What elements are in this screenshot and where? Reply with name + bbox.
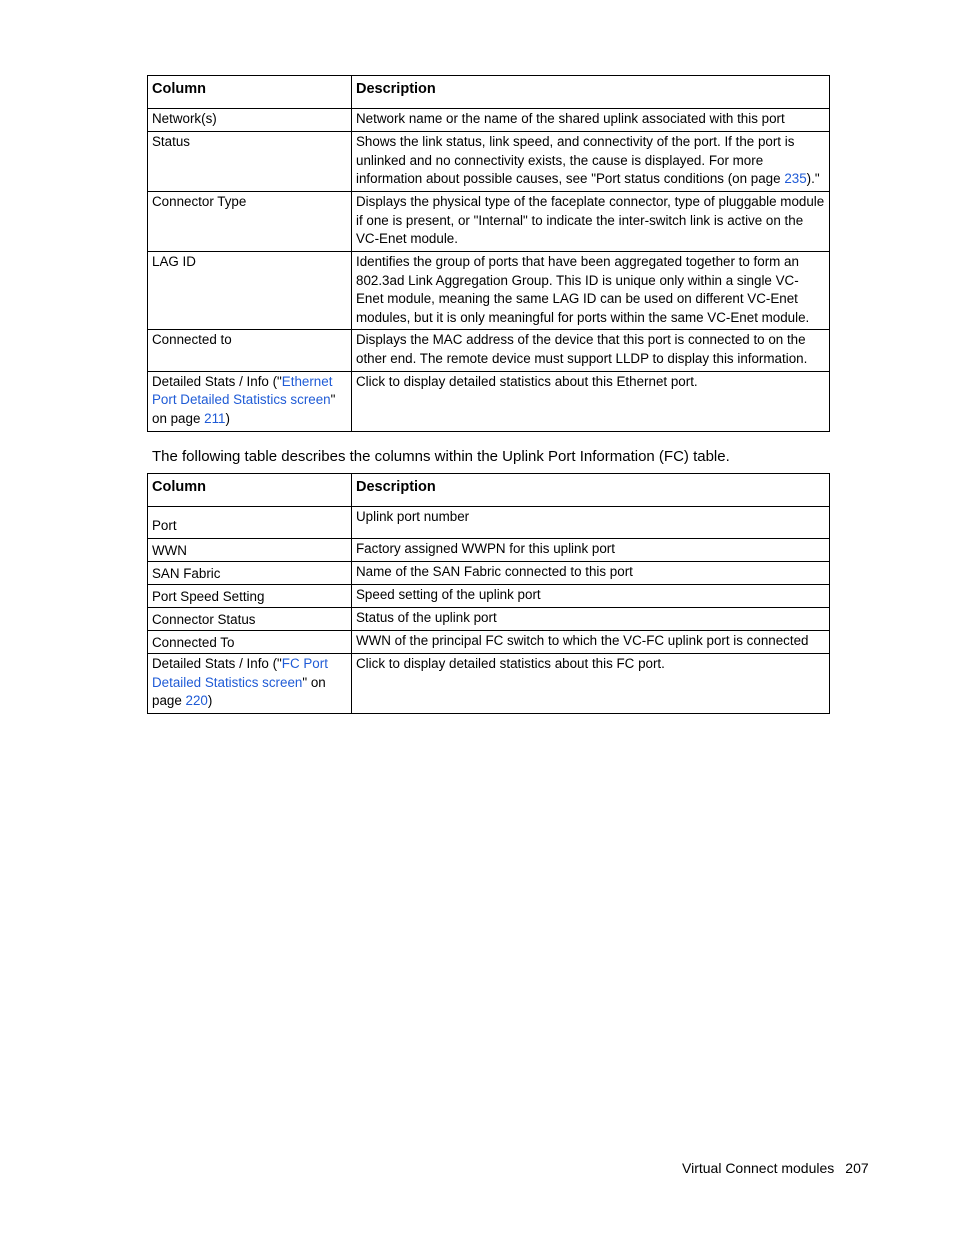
column-name-page-prefix: " on page: [152, 392, 336, 426]
description-cell: [352, 585, 830, 608]
column-name-page-prefix: " on page: [152, 674, 326, 709]
ethernet-port-stats-link[interactable]: Ethernet Port Detailed Statistics screen: [152, 373, 333, 408]
table-row: [148, 192, 830, 252]
page-reference-link[interactable]: 211: [204, 410, 226, 426]
column-name-cell: [148, 608, 352, 631]
column-name: Network(s): [152, 111, 217, 126]
column-name-cell: [148, 654, 352, 714]
description-cell: [352, 654, 830, 714]
table-row: [148, 585, 830, 608]
column-name-cell: [148, 132, 352, 192]
description-text: Status of the uplink port: [356, 610, 497, 625]
table-row: [148, 507, 830, 539]
column-name-cell: [148, 330, 352, 371]
column-name-cell: [148, 109, 352, 132]
page-reference-link[interactable]: 235: [784, 171, 807, 187]
description-text: Displays the physical type of the faceplate connector, type of pluggable module if one is present, or "Internal" to indicate the inter-switch link is active on the VC-Enet module.: [356, 194, 825, 247]
description-text: Factory assigned WWPN for this uplink port: [356, 541, 615, 556]
description-cell: [352, 608, 830, 631]
description-text: Uplink port number: [356, 509, 470, 524]
column-name-end: ): [225, 410, 230, 426]
description-text: Speed setting of the uplink port: [356, 587, 541, 602]
column-name-cell: [148, 192, 352, 252]
description-text: Click to display detailed statistics about this Ethernet port.: [356, 373, 698, 389]
fc-uplink-columns-table: [147, 473, 830, 714]
table-row: [148, 109, 830, 132]
table-row: [148, 132, 830, 192]
page-footer: [682, 1159, 869, 1177]
description-header: Description: [352, 76, 830, 109]
column-header: Column: [148, 76, 352, 109]
description-cell: [352, 539, 830, 562]
table-row: [148, 654, 830, 714]
description-cell: [352, 109, 830, 132]
table-row: [148, 562, 830, 585]
column-name: Connector Status: [152, 612, 256, 627]
column-name-cell: [148, 539, 352, 562]
intro-paragraph: The following table describes the columns within the Uplink Port Information (FC) table.: [152, 448, 730, 465]
description-cell: [352, 252, 830, 330]
column-name: Connected To: [152, 635, 235, 650]
table-header-row: [148, 474, 830, 507]
description-cell: [352, 192, 830, 252]
description-text: WWN of the principal FC switch to which the VC-FC uplink port is connected: [356, 633, 809, 648]
column-name-cell: [148, 252, 352, 330]
table-header-row: [148, 76, 830, 109]
description-cell: [352, 631, 830, 654]
page-reference-link[interactable]: 220: [185, 693, 208, 709]
column-name: SAN Fabric: [152, 566, 221, 581]
table-row: [148, 371, 830, 431]
description-cell: [352, 132, 830, 192]
table-row: [148, 252, 830, 330]
description-cell: [352, 507, 830, 539]
column-name: Port Speed Setting: [152, 589, 265, 604]
column-name-cell: [148, 371, 352, 431]
description-text: Displays the MAC address of the device that this port is connected to on the other end. The remote device must support LLDP to display this information.: [356, 332, 808, 366]
description-text: Click to display detailed statistics about this FC port.: [356, 656, 665, 671]
column-header: Column: [148, 474, 352, 507]
description-text: Name of the SAN Fabric connected to this port: [356, 564, 633, 579]
column-name: Detailed Stats / Info (": [152, 373, 282, 389]
description-cell: [352, 371, 830, 431]
page-number: 207: [845, 1160, 869, 1176]
column-name: Detailed Stats / Info (": [152, 656, 282, 671]
column-name-cell: [148, 562, 352, 585]
column-name-cell: [148, 631, 352, 654]
column-name-end: ): [207, 693, 213, 709]
description-text-end: ).": [806, 171, 820, 187]
column-name: Connected to: [152, 332, 232, 348]
table-row: [148, 539, 830, 562]
table-row: [148, 631, 830, 654]
description-header: Description: [352, 474, 830, 507]
description-text: Network name or the name of the shared uplink associated with this port: [356, 111, 785, 126]
description-text: Identifies the group of ports that have been aggregated together to form an 802.3ad Link Aggregation Group. This ID is unique only within a single VC-Enet module, meaning the same LAG ID can be used on different VC-Enet modules, but it is only meaningful for ports within the same VC-Enet module.: [356, 254, 810, 325]
column-name: WWN: [152, 543, 187, 558]
column-name: LAG ID: [152, 254, 196, 269]
column-name-cell: [148, 507, 352, 539]
description-cell: [352, 562, 830, 585]
ethernet-uplink-columns-table: [147, 75, 830, 432]
table-row: [148, 608, 830, 631]
description-text: Shows the link status, link speed, and connectivity of the port. If the port is unlinked and no connectivity exists, the cause is displayed. For more information about possible causes, see "Port status conditions (on page: [356, 134, 795, 187]
column-name: Connector Type: [152, 194, 247, 209]
description-cell: [352, 330, 830, 371]
fc-port-stats-link[interactable]: FC Port Detailed Statistics screen: [152, 656, 328, 690]
column-name: Status: [152, 134, 190, 149]
column-name: Port: [152, 518, 177, 533]
footer-section-title: Virtual Connect modules: [682, 1160, 835, 1176]
table-row: [148, 330, 830, 371]
column-name-cell: [148, 585, 352, 608]
